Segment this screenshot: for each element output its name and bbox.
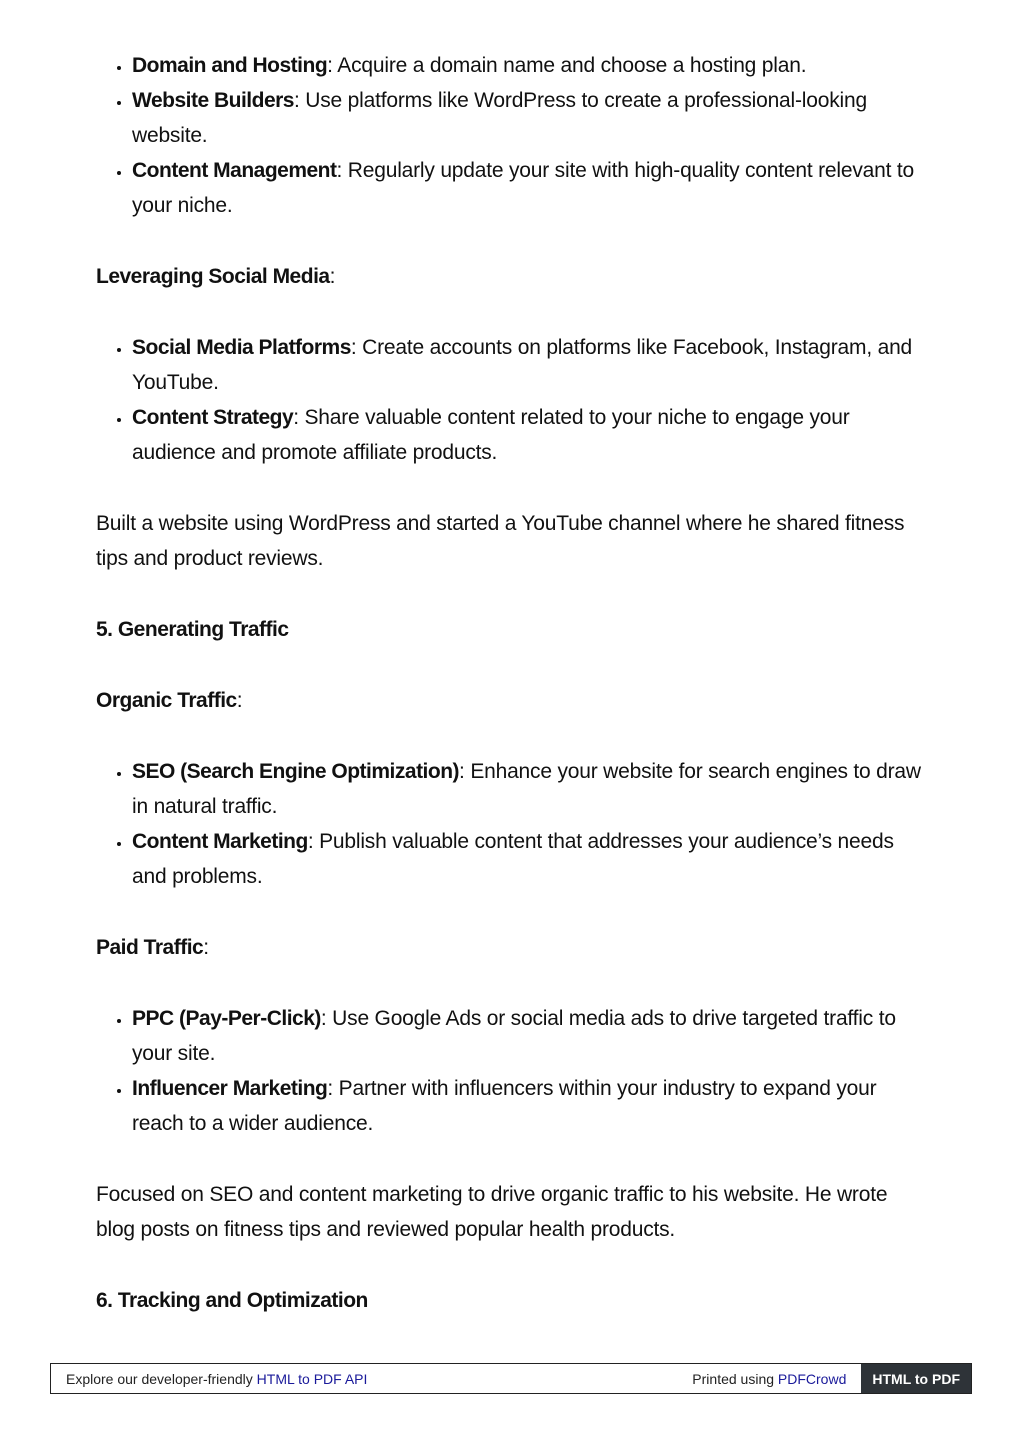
bullet-list-social	[96, 330, 926, 470]
list-item: • Website Builders: Use platforms like WordPress to create a professional-looking website.	[132, 83, 926, 153]
html-to-pdf-badge[interactable]: HTML to PDF	[861, 1364, 971, 1393]
list-item: • Domain and Hosting: Acquire a domain name and choose a hosting plan.	[132, 48, 926, 83]
list-item: • Influencer Marketing: Partner with influencers within your industry to expand your reach to a wider audience.	[132, 1071, 926, 1141]
bullet-list-organic	[96, 754, 926, 894]
list-item: • Content Management: Regularly update your site with high-quality content relevant to your niche.	[132, 153, 926, 223]
subheading-social: Leveraging Social Media:	[96, 265, 336, 288]
bullet-list-website	[96, 48, 926, 223]
pdfcrowd-link[interactable]: PDFCrowd	[777, 1370, 847, 1387]
subheading-organic: Organic Traffic:	[96, 689, 243, 712]
html-to-pdf-api-link[interactable]: HTML to PDF API	[256, 1370, 368, 1387]
list-item: • Content Strategy: Share valuable content related to your niche to engage your audience and promote affiliate products.	[132, 400, 926, 470]
footer-printed: Printed using PDFCrowd	[692, 1370, 847, 1387]
article-content	[96, 48, 926, 1318]
list-item: • SEO (Search Engine Optimization): Enhance your website for search engines to draw in natural traffic.	[132, 754, 926, 824]
footer-explore: Explore our developer-friendly HTML to PDF API	[66, 1370, 368, 1387]
pdfcrowd-footer	[50, 1363, 972, 1394]
list-item: • Social Media Platforms: Create accounts on platforms like Facebook, Instagram, and YouTube.	[132, 330, 926, 400]
list-item: • Content Marketing: Publish valuable content that addresses your audience’s needs and problems.	[132, 824, 926, 894]
paragraph: Focused on SEO and content marketing to drive organic traffic to his website. He wrote blog posts on fitness tips and reviewed popular health products.	[96, 1183, 888, 1241]
section-heading: 6. Tracking and Optimization	[96, 1289, 368, 1312]
subheading-paid: Paid Traffic:	[96, 936, 209, 959]
list-item: • PPC (Pay-Per-Click): Use Google Ads or social media ads to drive targeted traffic to your site.	[132, 1001, 926, 1071]
section-heading: 5. Generating Traffic	[96, 618, 289, 641]
bullet-list-paid	[96, 1001, 926, 1141]
paragraph: Built a website using WordPress and started a YouTube channel where he shared fitness tips and product reviews.	[96, 512, 905, 570]
